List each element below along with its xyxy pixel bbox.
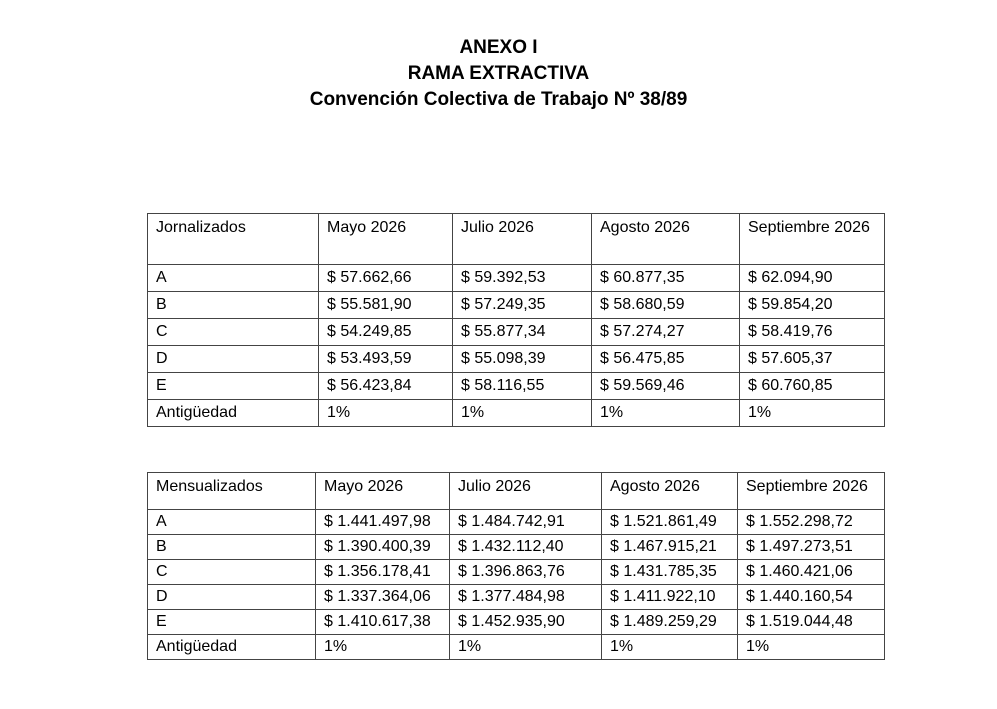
table-cell: 1% [453,400,592,427]
table-cell: $ 58.116,55 [453,373,592,400]
table-cell: $ 59.392,53 [453,265,592,292]
annex-title: ANEXO I [459,37,538,58]
table-row [148,510,885,535]
table-cell: 1% [319,400,453,427]
table-cell: $ 55.581,90 [319,292,453,319]
row-label: C [148,560,316,585]
table-cell: $ 55.098,39 [453,346,592,373]
row-label: E [148,610,316,635]
table-cell: $ 1.337.364,06 [316,585,450,610]
table-row [148,319,885,346]
table-cell: 1% [316,635,450,660]
table-cell: $ 1.440.160,54 [738,585,885,610]
jornalizados-table [147,213,885,427]
table-cell: $ 1.432.112,40 [450,535,602,560]
row-label: C [148,319,319,346]
table-cell: $ 1.497.273,51 [738,535,885,560]
table-cell: $ 60.760,85 [740,373,885,400]
table-cell: $ 1.521.861,49 [602,510,738,535]
table-cell: 1% [740,400,885,427]
table-cell: $ 58.419,76 [740,319,885,346]
table-cell: $ 56.423,84 [319,373,453,400]
table-cell: $ 55.877,34 [453,319,592,346]
document-header [0,35,997,113]
row-label: A [148,265,319,292]
table-cell: 1% [738,635,885,660]
table-row [148,265,885,292]
row-label: Antigüedad [148,635,316,660]
table-header-row [148,473,885,510]
table-cell: $ 1.441.497,98 [316,510,450,535]
table-cell: $ 1.390.400,39 [316,535,450,560]
table-row [148,610,885,635]
row-label: B [148,292,319,319]
table-cell: 1% [592,400,740,427]
table-cell: $ 1.396.863,76 [450,560,602,585]
table-cell: $ 1.519.044,48 [738,610,885,635]
table-cell: $ 58.680,59 [592,292,740,319]
column-header: Jornalizados [148,214,319,265]
table-cell: $ 1.431.785,35 [602,560,738,585]
column-header: Mayo 2026 [316,473,450,510]
column-header: Julio 2026 [450,473,602,510]
table-row [148,400,885,427]
table-cell: $ 1.410.617,38 [316,610,450,635]
row-label: D [148,585,316,610]
table-cell: $ 56.475,85 [592,346,740,373]
table-cell: $ 57.605,37 [740,346,885,373]
row-label: B [148,535,316,560]
branch-title: RAMA EXTRACTIVA [407,63,590,84]
table-row [148,535,885,560]
row-label: D [148,346,319,373]
table-cell: $ 1.467.915,21 [602,535,738,560]
table-row [148,585,885,610]
mensualizados-table [147,472,885,660]
table-cell: $ 57.249,35 [453,292,592,319]
table-cell: $ 57.662,66 [319,265,453,292]
column-header: Septiembre 2026 [740,214,885,265]
table-cell: $ 1.356.178,41 [316,560,450,585]
row-label: A [148,510,316,535]
table-cell: 1% [450,635,602,660]
column-header: Mayo 2026 [319,214,453,265]
column-header: Agosto 2026 [592,214,740,265]
table-row [148,373,885,400]
agreement-title: Convención Colectiva de Trabajo Nº 38/89 [309,89,688,110]
table-cell: $ 57.274,27 [592,319,740,346]
table-cell: $ 1.411.922,10 [602,585,738,610]
table-cell: $ 60.877,35 [592,265,740,292]
table-cell: $ 54.249,85 [319,319,453,346]
table-row [148,560,885,585]
table-cell: $ 59.569,46 [592,373,740,400]
column-header: Septiembre 2026 [738,473,885,510]
table-row [148,635,885,660]
table-cell: $ 62.094,90 [740,265,885,292]
table-cell: $ 1.452.935,90 [450,610,602,635]
column-header: Agosto 2026 [602,473,738,510]
table-cell: 1% [602,635,738,660]
row-label: E [148,373,319,400]
table-cell: $ 1.377.484,98 [450,585,602,610]
row-label: Antigüedad [148,400,319,427]
table-row [148,346,885,373]
table-cell: $ 1.489.259,29 [602,610,738,635]
table-header-row [148,214,885,265]
table-cell: $ 53.493,59 [319,346,453,373]
column-header: Julio 2026 [453,214,592,265]
table-cell: $ 1.552.298,72 [738,510,885,535]
table-row [148,292,885,319]
column-header: Mensualizados [148,473,316,510]
table-cell: $ 59.854,20 [740,292,885,319]
table-cell: $ 1.460.421,06 [738,560,885,585]
table-cell: $ 1.484.742,91 [450,510,602,535]
